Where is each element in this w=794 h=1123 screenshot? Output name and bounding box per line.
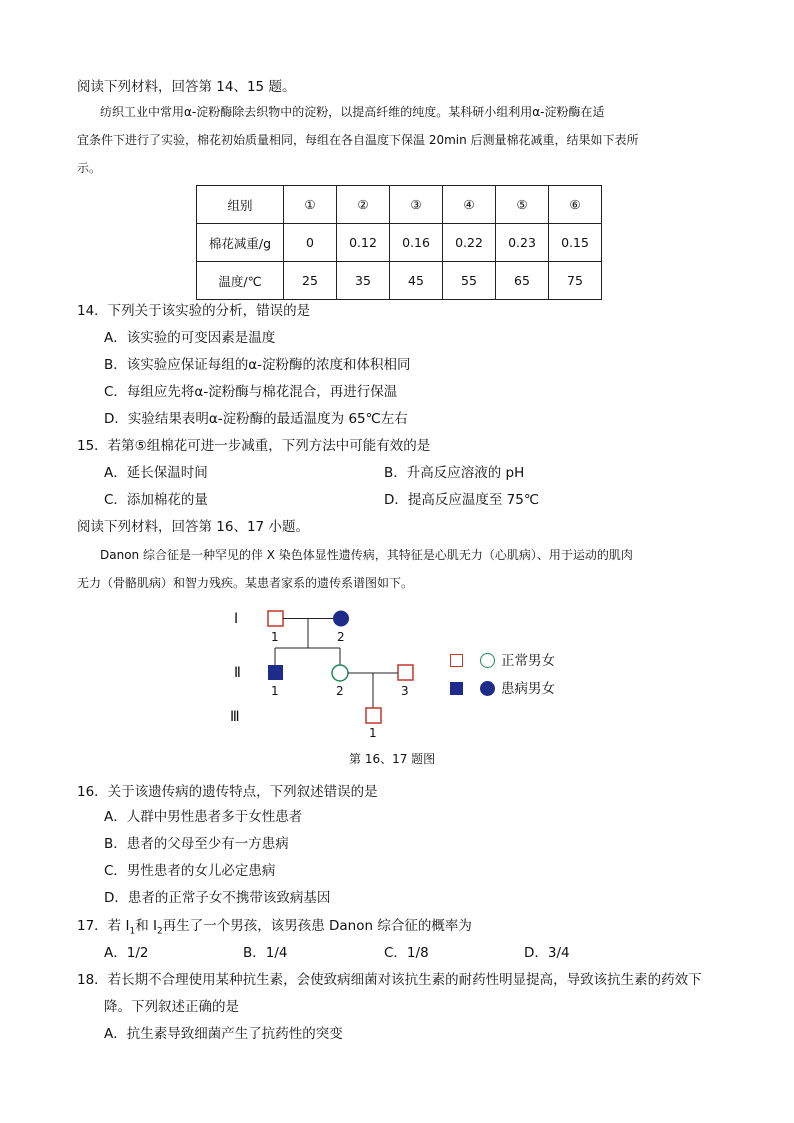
q17-option-d: D．3/4 [524, 945, 570, 961]
q17-subscript: 1 [129, 926, 136, 937]
q14-option-b: B．该实验应保证每组的α-淀粉酶的浓度和体积相同 [104, 357, 411, 373]
temperature-cell: 25 [284, 262, 337, 300]
individual-number: 1 [271, 684, 279, 698]
affected-male-symbol [450, 682, 463, 695]
material1-line1: 纺织工业中常用α-淀粉酶除去织物中的淀粉，以提高纤维的纯度。某科研小组利用α-淀粉酶在适 [100, 105, 605, 119]
q16-option-b: B．患者的父母至少有一方患病 [104, 836, 289, 852]
q14-option-c: C．每组应先将α-淀粉酶与棉花混合，再进行保温 [104, 384, 398, 400]
temperature-cell: 55 [443, 262, 496, 300]
individual-i2-affected-female [333, 611, 349, 627]
q14-stem: 14．下列关于该实验的分析，错误的是 [77, 303, 311, 319]
q16-option-c: C．男性患者的女儿必定患病 [104, 863, 276, 879]
temperature-cell: 75 [549, 262, 602, 300]
q17-option-b: B．1/4 [243, 945, 288, 961]
q15-option-d: D．提高反应温度至 75℃ [384, 492, 540, 508]
q16-stem: 16．关于该遗传病的遗传特点，下列叙述错误的是 [77, 784, 378, 800]
weight-cell: 0.22 [443, 224, 496, 262]
intro-14-15: 阅读下列材料，回答第 14、15 题。 [77, 79, 296, 95]
q17-option-c: C．1/8 [384, 945, 429, 961]
q15-option-a: A．延长保温时间 [104, 465, 208, 481]
individual-number: 1 [369, 726, 377, 740]
group-cell: ④ [443, 186, 496, 224]
legend-normal-label: 正常男女 [501, 653, 555, 669]
intro-16-17: 阅读下列材料，回答第 16、17 小题。 [77, 519, 309, 535]
legend-affected-label: 患病男女 [501, 681, 555, 697]
figure-caption: 第 16、17 题图 [349, 752, 436, 766]
material1-line2: 宜条件下进行了实验，棉花初始质量相同，每组在各自温度下保温 20min 后测量棉花减重，结果如下表所 [77, 133, 639, 147]
individual-number: 2 [336, 684, 344, 698]
normal-female-symbol [480, 653, 495, 668]
individual-number: 2 [337, 630, 345, 644]
generation-label: Ⅱ [234, 665, 241, 681]
group-cell: ② [337, 186, 390, 224]
q17-stem-part: 和 Ⅰ [135, 918, 157, 934]
weight-loss-label: 棉花减重/g [197, 224, 284, 262]
material2-line2: 无力（骨骼肌病）和智力残疾。某患者家系的遗传系谱图如下。 [77, 576, 414, 590]
generation-label: Ⅲ [230, 709, 240, 725]
q15-option-c: C．添加棉花的量 [104, 492, 208, 508]
group-cell: ⑤ [496, 186, 549, 224]
individual-ii2-normal-female [332, 665, 348, 681]
temperature-cell: 45 [390, 262, 443, 300]
weight-cell: 0.15 [549, 224, 602, 262]
weight-cell: 0.12 [337, 224, 390, 262]
normal-male-symbol [450, 654, 463, 667]
q17-subscript: 2 [156, 926, 163, 937]
temperature-label: 温度/℃ [197, 262, 284, 300]
weight-cell: 0.16 [390, 224, 443, 262]
individual-iii1-normal-male [366, 708, 381, 723]
material1-line3: 示。 [77, 161, 102, 175]
q18-stem-line1: 18．若长期不合理使用某种抗生素，会使致病细菌对该抗生素的耐药性明显提高，导致该抗生素的药效下 [77, 972, 702, 988]
temperature-cell: 35 [337, 262, 390, 300]
weight-cell: 0.23 [496, 224, 549, 262]
group-cell: ③ [390, 186, 443, 224]
q14-option-a: A．该实验的可变因素是温度 [104, 330, 276, 346]
group-cell: ① [284, 186, 337, 224]
individual-number: 3 [401, 684, 409, 698]
table-header-label: 组别 [197, 186, 284, 224]
q16-option-a: A．人群中男性患者多于女性患者 [104, 809, 303, 825]
generation-label: Ⅰ [234, 611, 239, 627]
material2-line1: Danon 综合征是一种罕见的伴 X 染色体显性遗传病，其特征是心肌无力（心肌病）、用于运动的肌肉 [100, 548, 633, 562]
group-cell: ⑥ [549, 186, 602, 224]
individual-i1-normal-male [268, 611, 283, 626]
q17-stem [77, 917, 472, 941]
q18-stem-line2: 降。下列叙述正确的是 [104, 999, 239, 1015]
affected-female-symbol [480, 681, 495, 696]
temperature-cell: 65 [496, 262, 549, 300]
weight-cell: 0 [284, 224, 337, 262]
individual-ii3-normal-male [398, 665, 413, 680]
q18-option-a: A．抗生素导致细菌产生了抗药性的突变 [104, 1026, 343, 1042]
q16-option-d: D．患者的正常子女不携带该致病基因 [104, 890, 331, 906]
q15-stem: 15．若第⑤组棉花可进一步减重，下列方法中可能有效的是 [77, 438, 431, 454]
q17-stem-part: 17．若 Ⅰ [77, 918, 130, 934]
q17-stem-part: 再生了一个男孩，该男孩患 Danon 综合征的概率为 [162, 918, 472, 934]
q15-option-b: B．升高反应溶液的 pH [384, 465, 525, 481]
q17-option-a: A．1/2 [104, 945, 149, 961]
individual-ii1-affected-male [268, 665, 283, 680]
q14-option-d: D．实验结果表明α-淀粉酶的最适温度为 65℃左右 [104, 411, 408, 427]
individual-number: 1 [271, 630, 279, 644]
